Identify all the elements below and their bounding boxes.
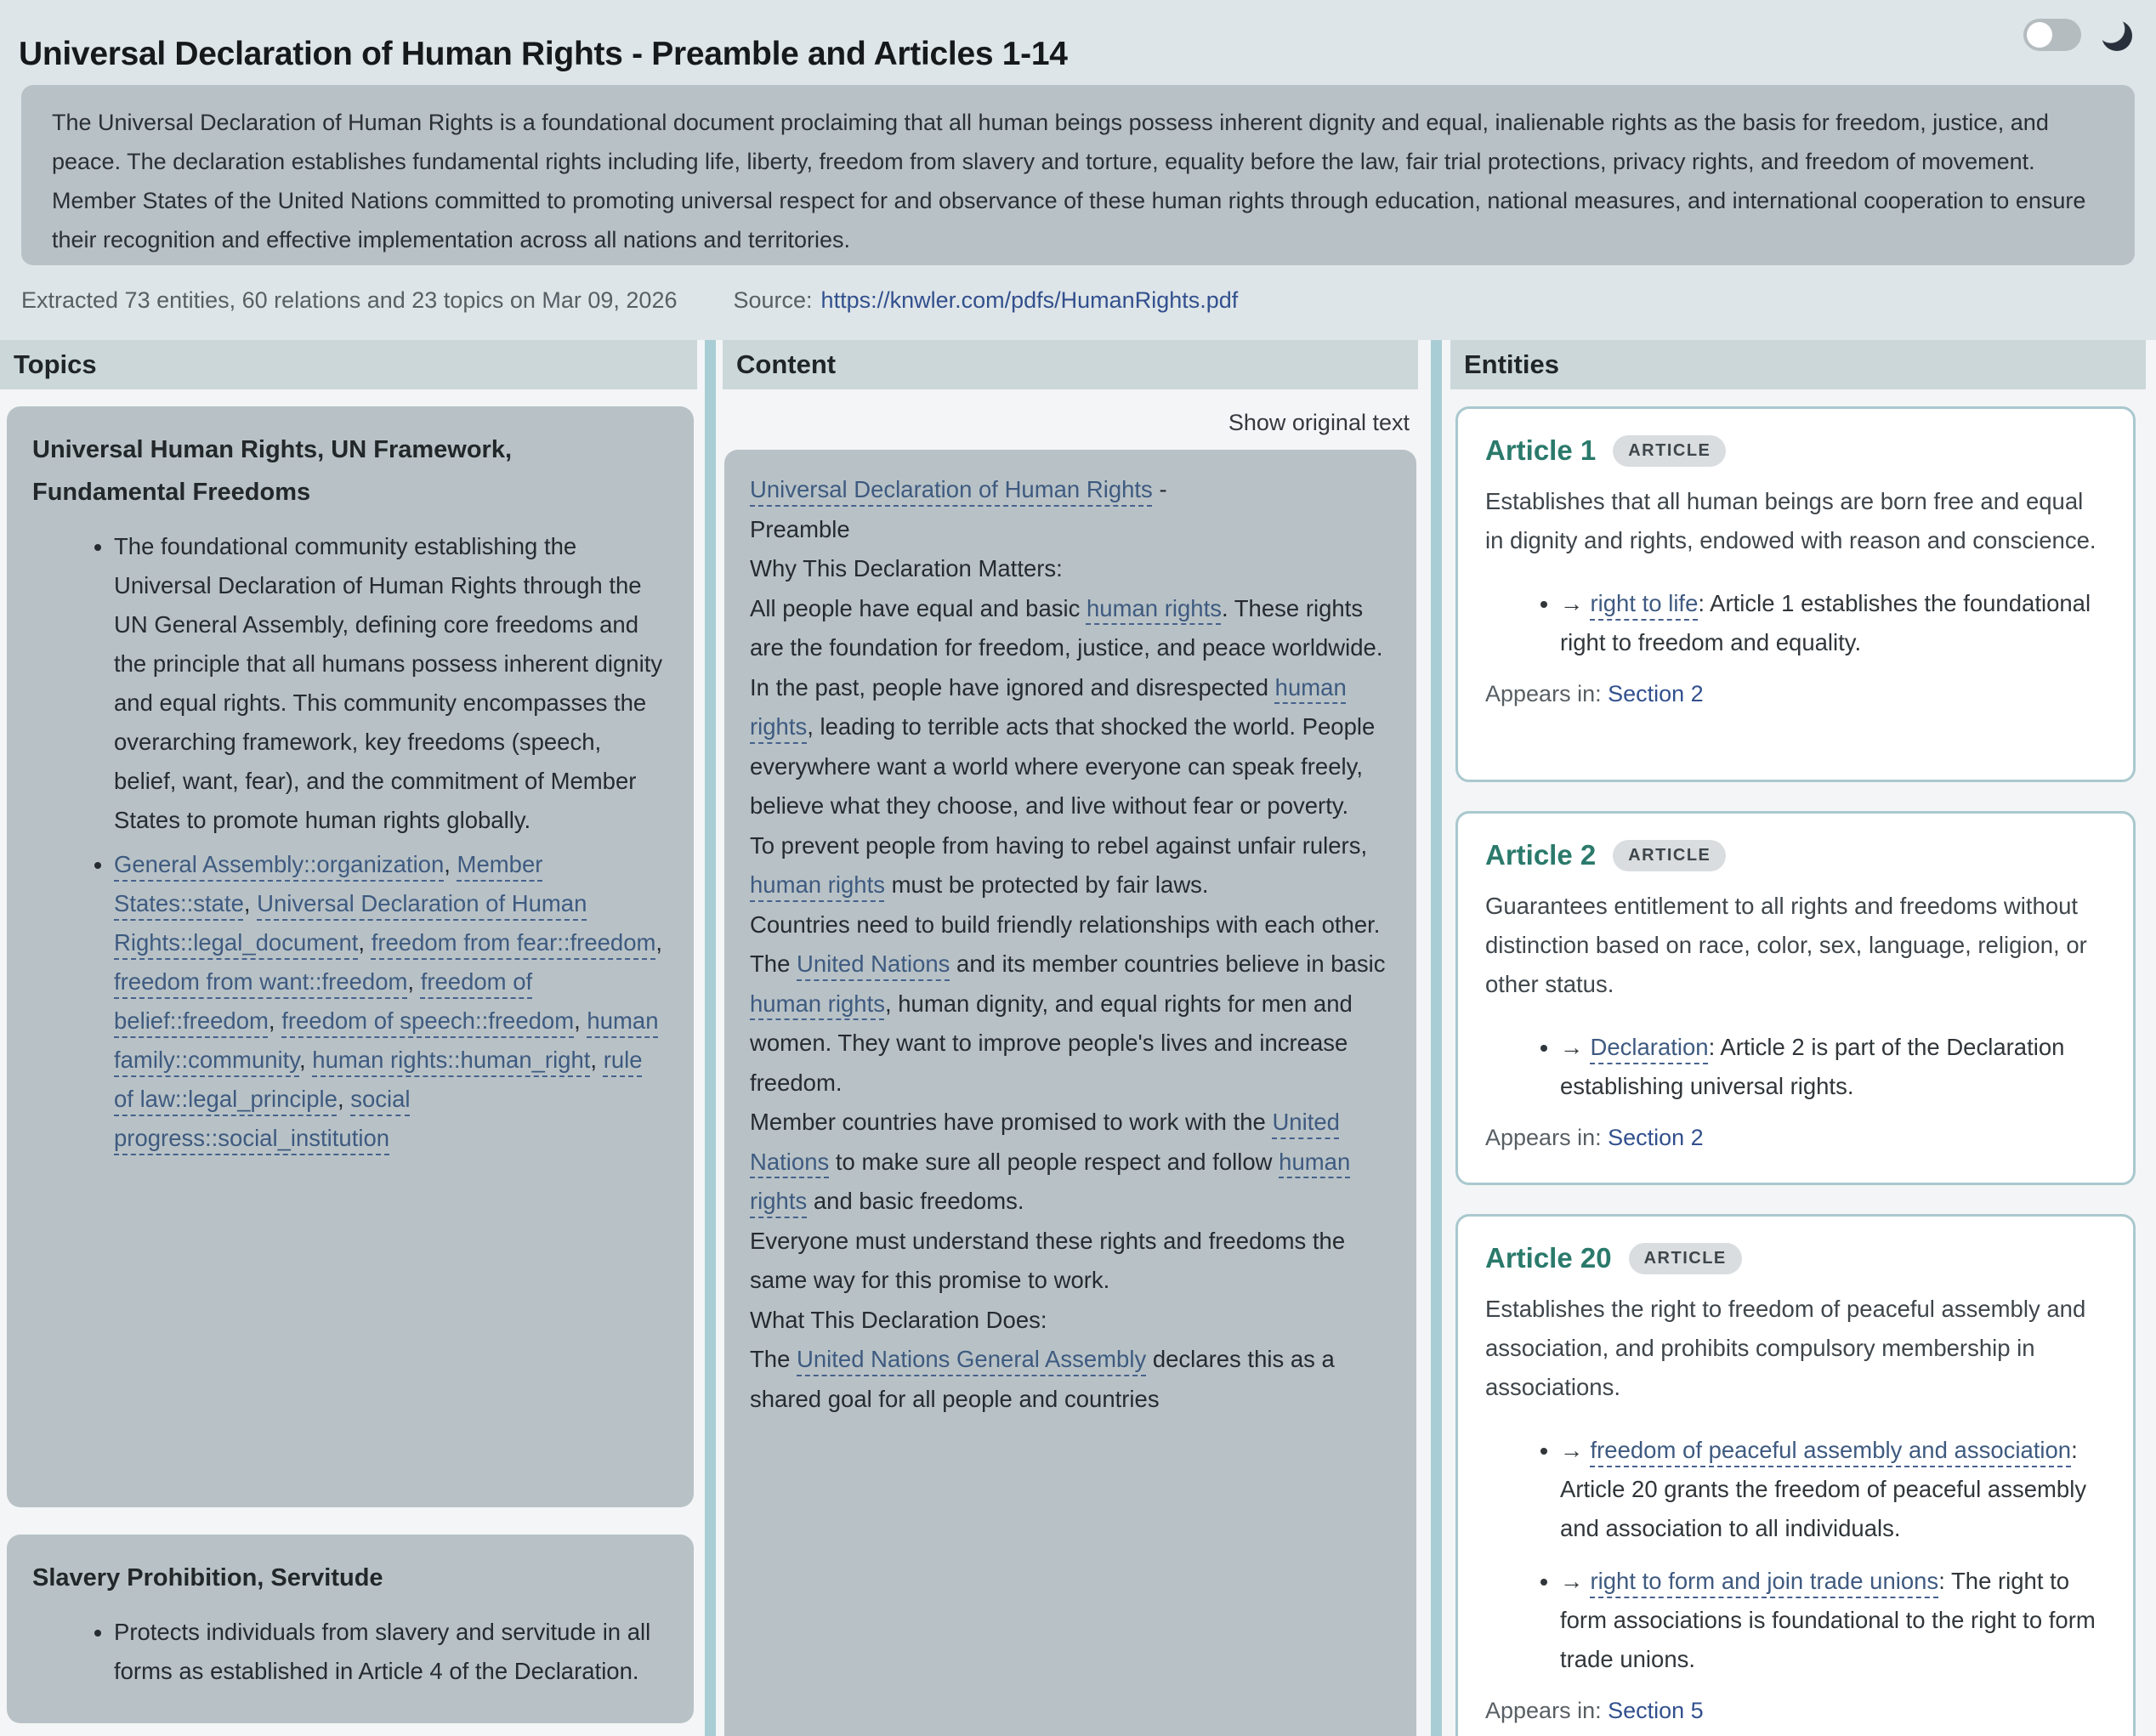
entity-mention-link[interactable]: freedom from want::freedom <box>114 968 408 995</box>
entity-relation-list <box>1485 1431 2106 1679</box>
entities-list <box>1450 389 2146 1736</box>
content-paragraph <box>750 826 1391 905</box>
topic-bullet <box>114 1613 668 1691</box>
entity-relation <box>1560 1562 2106 1679</box>
entity-card-header <box>1485 1242 2106 1274</box>
entity-name: Article 2 <box>1485 839 1597 871</box>
page-title: Universal Declaration of Human Rights - Preamble and Articles 1-14 <box>19 36 1068 73</box>
text-segment: , <box>268 1007 282 1034</box>
appears-in-row <box>1485 1125 2106 1151</box>
relation-target-link[interactable]: Declaration <box>1590 1034 1709 1060</box>
arrow-right-icon: → <box>1560 1437 1584 1463</box>
content-paragraph <box>750 1222 1391 1301</box>
relation-target-link[interactable]: freedom of peaceful assembly and association <box>1590 1437 2072 1463</box>
entity-description: Establishes the right to freedom of peaceful assembly and association, and prohibits compulsory membership in associations. <box>1485 1296 2086 1400</box>
appears-in-label: Appears in: <box>1485 681 1608 706</box>
relation-target-link[interactable]: right to form and join trade unions <box>1590 1568 1939 1594</box>
text-segment: to make sure all people respect and follow <box>829 1148 1279 1175</box>
arrow-right-icon: → <box>1560 1034 1584 1060</box>
topic-card <box>7 1535 694 1723</box>
content-paragraph <box>750 945 1391 1103</box>
topic-bullet-list <box>32 527 668 1158</box>
text-segment: , <box>407 968 421 995</box>
entity-card <box>1455 811 2136 1185</box>
entity-mention-link[interactable]: human rights <box>750 871 885 898</box>
entity-mention-link[interactable]: Member States::state <box>114 851 543 916</box>
text-segment: Why This Declaration Matters: <box>750 555 1063 582</box>
entity-mention-link[interactable]: United Nations <box>750 1109 1340 1175</box>
arrow-right-icon: → <box>1560 1568 1584 1594</box>
entity-relation <box>1560 1028 2106 1106</box>
text-segment: , <box>444 851 457 877</box>
entity-mention-link[interactable]: Universal Declaration of Human Rights <box>750 476 1153 502</box>
content-paragraph <box>750 905 1391 945</box>
text-segment: Countries need to build friendly relationships with each other. <box>750 911 1381 938</box>
entity-name: Article 20 <box>1485 1242 1612 1274</box>
text-segment: - <box>1152 476 1167 502</box>
text-segment: , <box>590 1047 604 1073</box>
topic-title: Universal Human Rights, UN Framework, Fundamental Freedoms <box>32 436 513 506</box>
entity-type-badge: ARTICLE <box>1613 840 1726 871</box>
content-paragraph <box>750 589 1391 668</box>
entity-mention-link[interactable]: freedom from fear::freedom <box>371 929 656 956</box>
entity-mention-link[interactable]: human rights::human_right <box>312 1047 591 1073</box>
theme-toggle-knob <box>2027 22 2052 48</box>
text-segment: All people have equal and basic <box>750 594 1087 621</box>
appears-in-label: Appears in: <box>1485 1125 1608 1150</box>
entity-mention-link[interactable]: human rights <box>750 1148 1351 1214</box>
entity-card-header <box>1485 434 2106 467</box>
text-segment: and basic freedoms. <box>807 1188 1024 1214</box>
column-divider <box>1431 340 1442 1736</box>
source-label: Source: <box>733 287 813 313</box>
text-segment: The <box>750 950 797 977</box>
column-divider <box>705 340 716 1736</box>
topic-bullet <box>114 527 668 840</box>
entity-description: Guarantees entitlement to all rights and freedoms without distinction based on race, color, sex, language, religion, or other status. <box>1485 893 2087 997</box>
topics-column-header: Topics <box>0 340 697 389</box>
show-original-text-button[interactable]: Show original text <box>1228 410 1410 435</box>
extraction-meta-row <box>21 287 1238 314</box>
text-segment: . These rights are the foundation for freedom, justice, and peace worldwide. <box>750 594 1383 661</box>
arrow-right-icon: → <box>1560 590 1584 616</box>
text-segment: , human dignity, and equal rights for men and women. They want to improve people's lives and increase freedom. <box>750 990 1353 1096</box>
relation-target-link[interactable]: right to life <box>1590 590 1699 616</box>
text-segment: , <box>655 929 663 956</box>
entity-description: Establishes that all human beings are born free and equal in dignity and rights, endowed with reason and conscience. <box>1485 488 2096 553</box>
appears-in-row <box>1485 1698 2106 1724</box>
entity-relation-list <box>1485 584 2106 662</box>
topics-list <box>0 389 697 1723</box>
text-segment: In the past, people have ignored and disrespected <box>750 673 1275 701</box>
text-segment: , leading to terrible acts that shocked the world. People everywhere want a world where everyone can speak freely, believe what they choose, and live without fear or poverty. <box>750 713 1376 819</box>
text-segment: , <box>574 1007 587 1034</box>
theme-toggle[interactable] <box>2023 19 2081 51</box>
entities-column-header: Entities <box>1450 340 2146 389</box>
entity-mention-link[interactable]: United Nations General Assembly <box>797 1346 1147 1372</box>
moon-icon <box>2102 20 2132 51</box>
section-link[interactable]: Section 5 <box>1608 1698 1704 1723</box>
entity-card <box>1455 406 2136 782</box>
entity-type-badge: ARTICLE <box>1629 1243 1742 1274</box>
text-segment: , <box>243 890 258 916</box>
topics-column <box>0 340 697 1736</box>
entity-relation <box>1560 1431 2106 1548</box>
topic-card <box>7 406 694 1507</box>
content-card <box>724 450 1416 1736</box>
topic-bullet <box>114 845 668 1158</box>
content-paragraph <box>750 1340 1391 1419</box>
text-segment: and its member countries believe in basic <box>950 950 1386 977</box>
relation-description: : The right to form associations is foundational to the right to form trade unions. <box>1560 1568 2096 1672</box>
document-summary: The Universal Declaration of Human Rights is a foundational document proclaiming that all human beings possess inherent dignity and equal, inalienable rights as the basis for freedom, justice, and peace. The declaration establishes fundamental rights including life, liberty, freedom from slavery and torture, equality before the law, fair trial protections, privacy rights, and freedom of movement. Member States of the United Nations committed to promoting universal respect for and observance of these human rights through education, national measures, and international cooperation to ensure their recognition and effective implementation across all nations and territories. <box>21 85 2135 265</box>
entity-relation <box>1560 584 2106 662</box>
text-segment: Everyone must understand these rights and freedoms the same way for this promise to work. <box>750 1227 1346 1293</box>
content-paragraph <box>750 1103 1391 1222</box>
entity-mention-link[interactable]: Universal Declaration of Human Rights::legal_document <box>114 890 587 956</box>
entity-type-badge: ARTICLE <box>1613 435 1726 467</box>
entity-name: Article 1 <box>1485 434 1597 466</box>
text-segment: declares this as a shared goal for all people and countries <box>750 1346 1335 1412</box>
entity-card-header <box>1485 839 2106 871</box>
content-paragraph <box>750 470 1391 510</box>
appears-in-label: Appears in: <box>1485 1698 1608 1723</box>
content-paragraph <box>750 510 1391 550</box>
source-url-link[interactable]: https://knwler.com/pdfs/HumanRights.pdf <box>820 287 1239 313</box>
content-paragraph <box>750 549 1391 589</box>
topic-bullet-list <box>32 1613 668 1691</box>
content-column <box>723 340 1418 1736</box>
text-segment: , <box>337 1086 351 1112</box>
entity-mention-link[interactable]: rule of law::legal_principle <box>114 1047 643 1112</box>
text-segment: Member countries have promised to work with the <box>750 1109 1273 1135</box>
text-segment: What This Declaration Does: <box>750 1306 1047 1333</box>
entity-mention-link[interactable]: human rights <box>750 673 1347 740</box>
content-paragraph <box>750 668 1391 826</box>
entity-mention-link[interactable]: United Nations <box>797 950 950 977</box>
section-link[interactable]: Section 2 <box>1608 1125 1704 1150</box>
text-segment: Protects individuals from slavery and servitude in all forms as established in Article 4 of the Declaration. <box>114 1619 651 1684</box>
section-link[interactable]: Section 2 <box>1608 681 1704 706</box>
header-band <box>0 0 2156 340</box>
text-segment: must be protected by fair laws. <box>884 871 1209 898</box>
entity-mention-link[interactable]: General Assembly::organization <box>114 851 445 877</box>
entity-mention-link[interactable]: social progress::social_institution <box>114 1086 411 1151</box>
entities-column <box>1450 340 2146 1736</box>
text-segment: The foundational community establishing the Universal Declaration of Human Rights through the UN General Assembly, defining core freedoms and the principle that all humans possess inherent dignity and equal rights. This community encompasses the overarching framework, key freedoms (speech, belief, want, fear), and the commitment of Member States to promote human rights globally. <box>114 533 663 833</box>
entity-relation-list <box>1485 1028 2106 1106</box>
entity-mention-link[interactable]: human family::community <box>114 1007 659 1073</box>
content-paragraph <box>750 1301 1391 1341</box>
show-original-row <box>723 389 1418 450</box>
text-segment: To prevent people from having to rebel against unfair rulers, <box>750 831 1368 859</box>
text-segment: The <box>750 1346 797 1372</box>
relation-description: : Article 2 is part of the Declaration establishing universal rights. <box>1560 1034 2065 1099</box>
entity-mention-link[interactable]: human rights <box>750 990 885 1017</box>
text-segment: , <box>299 1047 313 1073</box>
entity-card <box>1455 1214 2136 1736</box>
topic-title: Slavery Prohibition, Servitude <box>32 1564 383 1591</box>
entity-mention-link[interactable]: freedom of speech::freedom <box>281 1007 575 1034</box>
text-segment: Preamble <box>750 515 850 542</box>
source-row <box>733 287 1238 314</box>
relation-description: : Article 1 establishes the foundational right to freedom and equality. <box>1560 590 2091 655</box>
extraction-info: Extracted 73 entities, 60 relations and 23 topics on Mar 09, 2026 <box>21 287 678 313</box>
entity-mention-link[interactable]: human rights <box>1086 594 1222 621</box>
appears-in-row <box>1485 681 2106 707</box>
content-column-header: Content <box>723 340 1418 389</box>
entity-mention-link[interactable]: freedom of belief::freedom <box>114 968 533 1034</box>
relation-description: : Article 20 grants the freedom of peaceful assembly and association to all individuals. <box>1560 1437 2087 1541</box>
text-segment: , <box>358 929 372 956</box>
